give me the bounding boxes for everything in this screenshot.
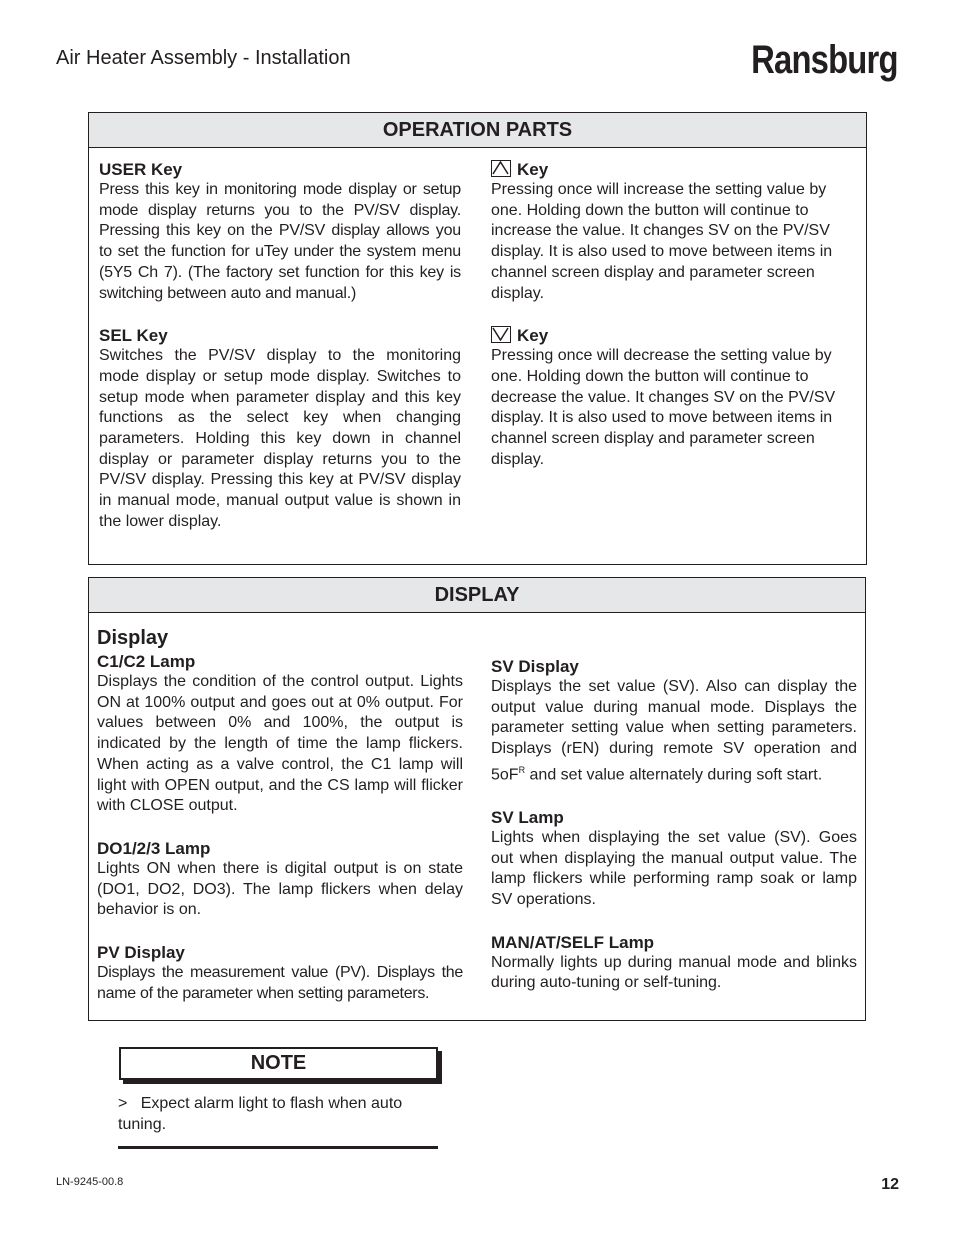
up-arrow-key-icon: [491, 160, 511, 177]
operation-right-column: [491, 159, 837, 470]
display-subheading: Display: [97, 627, 169, 649]
page-number: 12: [881, 1176, 899, 1193]
man-lamp-text: Normally lights up during manual mode and blinks during auto-tuning or self-tuning.: [491, 953, 857, 992]
display-heading: DISPLAY: [89, 578, 865, 613]
sv-lamp-title: SV Lamp: [491, 807, 564, 827]
display-box: [88, 577, 866, 1021]
up-key-heading: [491, 159, 837, 180]
note-text: > Expect alarm light to flash when auto tuning.: [118, 1095, 403, 1133]
page-header-title: Air Heater Assembly - Installation: [56, 47, 351, 69]
ransburg-logo: Ransburg: [751, 38, 898, 82]
sel-key-text: Switches the PV/SV display to the monitoring mode display or setup mode display. Switches to setup mode when parameter display and this key functions as the select key when changing parameters. Holding this key down in channel display or parameter display returns you to the PV/SV display. Pressing this key at PV/SV display in manual mode, manual output value is shown in the lower display.: [99, 347, 461, 530]
sv-display-text: Displays the set value (SV). Also can display the output value during manual mode. Displays the parameter setting value when setting parameters. Displays (rEN) during remote SV operation and $5oF^R$ and set value alternately during soft start.: [491, 678, 857, 784]
do-lamp-title: DO1/2/3 Lamp: [97, 838, 211, 858]
down-key-heading: [491, 325, 837, 346]
do-lamp-text: Lights ON when there is digital output is on state (DO1, DO2, DO3). The lamp flickers when delay behavior is on.: [97, 859, 463, 919]
man-lamp-title: MAN/AT/SELF Lamp: [491, 932, 655, 952]
note-heading: NOTE: [119, 1047, 438, 1080]
down-key-title: Key: [517, 326, 549, 346]
operation-parts-heading: OPERATION PARTS: [89, 113, 866, 148]
operation-parts-box: [88, 112, 867, 565]
operation-left-column: [99, 159, 461, 533]
pv-display-text: Displays the measurement value (PV). Displays the name of the parameter when setting parameters.: [97, 964, 463, 1002]
up-key-text: Pressing once will increase the setting value by one. Holding down the button will continue to increase the value. It changes SV on the PV/SV display. It is also used to move between items in channel screen display and parameter screen display.: [491, 181, 833, 302]
document-number: LN-9245-00.8: [56, 1176, 124, 1188]
c1c2-lamp-title: C1/C2 Lamp: [97, 652, 196, 671]
c1c2-lamp-text: Displays the condition of the control output. Lights ON at 100% output and goes out at 0% output. For values between 0% and 100%, the output is indicated by the length of time the lamp flickers. When acting as a valve control, the C1 lamp will light with OPEN output, and the CS lamp will flicker with CLOSE output.: [97, 673, 463, 815]
down-key-text: Pressing once will decrease the setting value by one. Holding down the button will continue to decrease the value. It changes SV on the PV/SV display. It is also used to move between items in channel screen display and parameter screen display.: [491, 347, 836, 468]
display-left-column: [97, 626, 463, 1004]
sv-display-title: SV Display: [491, 657, 579, 676]
user-key-text: Press this key in monitoring mode display or setup mode display returns you to the PV/SV display. Pressing this key on the PV/SV display allows you to set the function for uTey under the system menu (5Y5 Ch 7). (The factory set function for this key is switching between auto and manual.): [99, 181, 461, 302]
pv-display-title: PV Display: [97, 943, 185, 963]
down-arrow-key-icon: [491, 326, 511, 343]
sv-lamp-text: Lights when displaying the set value (SV). Goes out when displaying the manual output value. The lamp flickers while performing ramp soak or lamp SV operations.: [491, 828, 857, 908]
user-key-title: USER Key: [99, 160, 183, 179]
note-divider: [118, 1146, 438, 1149]
sel-key-title: SEL Key: [99, 326, 168, 346]
display-right-column: [491, 656, 857, 994]
up-key-title: Key: [517, 160, 549, 179]
